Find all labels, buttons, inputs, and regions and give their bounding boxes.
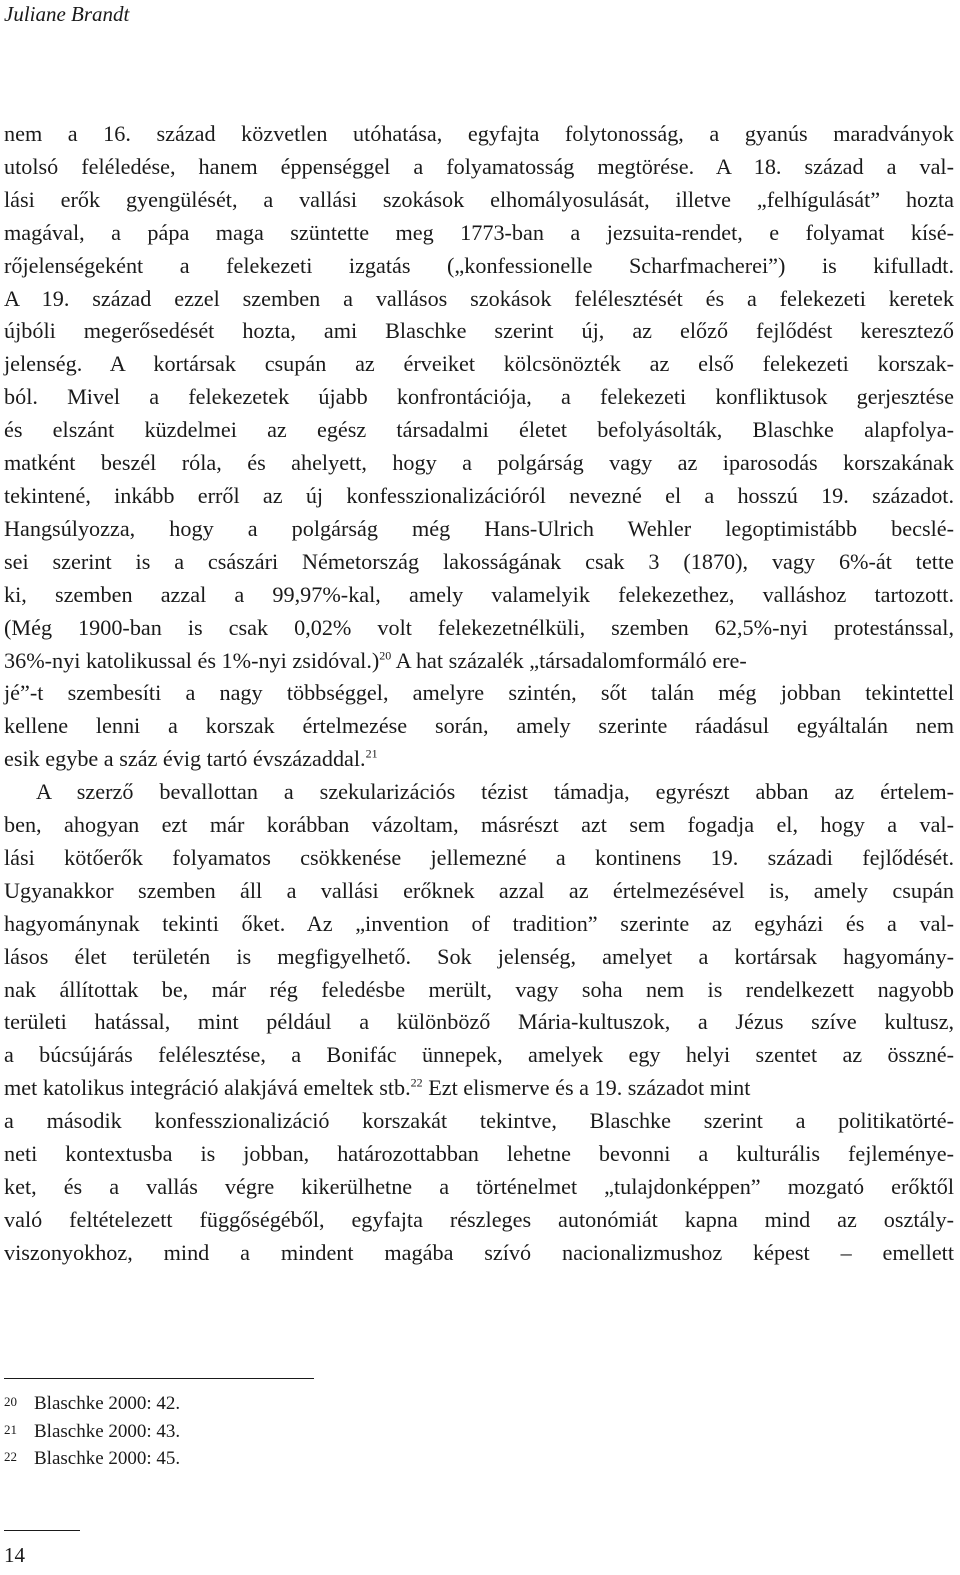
text-line: utolsó feléledése, hanem éppenséggel a folyamatosság megtörése. A 18. század a val-	[4, 153, 954, 179]
text-line: matként beszél róla, és ahelyett, hogy a polgárság vagy az iparosodás korszakának	[4, 450, 954, 476]
text-line: nem a 16. század közvetlen utóhatása, egyfajta folytonosság, a gyanús maradványok	[4, 121, 954, 146]
footnote	[4, 1418, 180, 1446]
text-line: sei szerint is a császári Németország lakosságának csak 3 (1870), vagy 6%-át tette	[4, 548, 954, 574]
text-line: rőjelenségeként a felekezeti izgatás („konfessionelle Scharfmacherei”) is kifulladt.	[4, 252, 954, 278]
text-line	[4, 645, 954, 678]
text-line: ki, szemben azzal a 99,97%-kal, amely valamelyik felekezethez, valláshoz tartozott.	[4, 581, 954, 607]
footnote-number: 20	[4, 1394, 17, 1409]
note-reference: 21	[365, 746, 378, 761]
note-reference: 20	[379, 648, 392, 663]
footnote-number: 21	[4, 1421, 17, 1437]
footnote	[4, 1445, 180, 1473]
text-line: jé”-t szembesíti a nagy többséggel, amelyre szintén, sőt talán még jobban tekintettel	[4, 680, 954, 706]
footnote-text: Blaschke 2000: 45.	[34, 1448, 181, 1469]
text-line: Hangsúlyozza, hogy a polgárság még Hans-Ulrich Wehler legoptimistább becslé-	[4, 515, 954, 541]
text-line: hagyománynak tekinti őket. Az „invention of tradition” szerinte az egyházi és a val-	[4, 910, 954, 936]
footnote-number: 22	[4, 1449, 17, 1464]
text-line: kellene lenni a korszak értelmezése során, amely szerinte ráadásul egyáltalán nem	[4, 713, 954, 739]
text-line: (Még 1900-ban is csak 0,02% volt felekezetnélküli, szemben 62,5%-nyi protestánssal,	[4, 614, 954, 640]
text-segment: 36%-nyi katolikussal és 1%-nyi zsidóval.)	[4, 647, 380, 673]
footnote-text: Blaschke 2000: 43.	[34, 1420, 181, 1442]
text-line: ket, és a vallás végre kikerülhetne a történelmet „tulajdonképpen” mozgató erőktől	[4, 1174, 954, 1199]
page-number-divider	[4, 1530, 80, 1531]
text-segment: met katolikus integráció alakjává emeltek stb.	[4, 1075, 411, 1101]
text-line: lási kötőerők folyamatos csökkenése jellemezné a kontinens 19. századi fejlődését.	[4, 844, 954, 870]
running-head: Juliane Brandt	[4, 2, 130, 26]
text-line: ból. Mivel a felekezetek újabb konfrontációja, a felekezeti konfliktusok gerjesztése	[4, 384, 954, 410]
body-text	[4, 118, 954, 1270]
text-line: jelenség. A kortársak csupán az érveiket kölcsönözték az első felekezeti korszak-	[4, 351, 954, 377]
footnote-text: Blaschke 2000: 42.	[34, 1393, 181, 1414]
text-line: való feltételezett függőségéből, egyfajta részleges autonómiát kapna mind az osztály-	[4, 1206, 954, 1232]
text-line: lási erők gyengülését, a vallási szokások elhomályosulását, illetve „felhígulását” hozta	[4, 186, 954, 212]
text-line: viszonyokhoz, mind a mindent magába szívó nacionalizmushoz képest – emellett	[4, 1239, 954, 1265]
text-line: újbóli megerősedését hozta, ami Blaschke szerint új, az előző fejlődést keresztező	[4, 318, 954, 344]
text-line	[4, 743, 954, 776]
text-line: ben, ahogyan ezt már korábban vázoltam, másrészt azt sem fogadja el, hogy a val-	[4, 812, 954, 838]
text-line: a búcsújárás felélesztése, a Bonifác ünnepek, amelyek egy helyi szentet az összné-	[4, 1042, 954, 1068]
text-line: neti kontextusba is jobban, határozottabban lehetne bevonni a kulturális fejleménye-	[4, 1141, 954, 1167]
text-line	[4, 1072, 954, 1105]
note-reference: 22	[410, 1075, 423, 1090]
text-line: A 19. század ezzel szemben a vallásos szokások felélesztését és a felekezeti keretek	[4, 285, 954, 311]
text-line: nak állítottak be, már rég feledésbe merült, vagy soha nem is rendelkezett nagyobb	[4, 976, 954, 1002]
text-line: magával, a pápa maga szüntette meg 1773-ban a jezsuita-rendet, e folyamat kísé-	[4, 219, 954, 245]
text-segment: Ezt elismerve és a 19. századot mint	[422, 1075, 751, 1101]
text-line: A szerző bevallottan a szekularizációs tézist támadja, egyrészt abban az értelem-	[36, 779, 954, 805]
text-line: területi hatással, mint például a különböző Mária-kultuszok, a Jézus szíve kultusz,	[4, 1009, 954, 1035]
text-line: lásos élet területén is megfigyelhető. Sok jelenség, amelyet a kortársak hagyomány-	[4, 943, 954, 969]
text-line: a második konfesszionalizáció korszakát tekintve, Blaschke szerint a politikatörté-	[4, 1108, 954, 1134]
footnotes	[4, 1390, 180, 1473]
text-segment: A hat százalék „társadalomformáló ere-	[391, 647, 747, 673]
footnote	[4, 1390, 180, 1418]
text-line: és elszánt küzdelmei az egész társadalmi életet befolyásolták, Blaschke alapfolya-	[4, 417, 954, 443]
text-segment: esik egybe a száz évig tartó évszázaddal.	[4, 746, 366, 772]
text-line: tekintené, inkább erről az új konfesszionalizációról nevezné el a hosszú 19. századot.	[4, 482, 954, 508]
footnote-divider	[4, 1378, 314, 1379]
page-number: 14	[4, 1543, 25, 1567]
text-line: Ugyanakkor szemben áll a vallási erőknek azzal az értelmezésével is, amely csupán	[4, 877, 954, 903]
